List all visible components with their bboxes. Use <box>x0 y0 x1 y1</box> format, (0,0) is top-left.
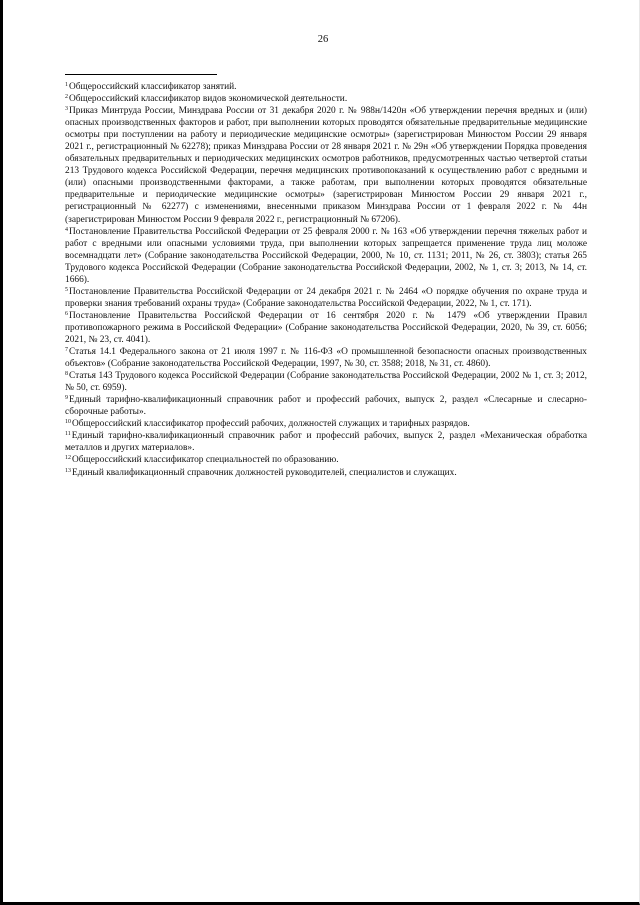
footnote-mark: 2 <box>65 94 68 101</box>
footnote-text: Приказ Минтруда России, Минздрава России от 31 декабря 2020 г. № 988н/1420н «Об утверждении перечня вредных и (или) опасных производственных факторов и работ, при выполнении которых проводятся обязательные предварительные медицинские осмотры при поступлении на работу и периодические медицинские осмотры» (зарегистрирован Минюстом России 29 января 2021 г., регистрационный № 62278); приказ Минздрава России от 28 января 2021 г. № 29н «Об утверждении Порядка проведения обязательных предварительных и периодических медицинских осмотров работников, предусмотренных частью четвертой статьи 213 Трудового кодекса Российской Федерации, перечня медицинских противопоказаний к осуществлению работ с вредными и (или) опасными производственными факторами, а также работам, при выполнении которых проводятся обязательные предварительные и периодические медицинские осмотры» (зарегистрирован Минюстом России 29 января 2021 г., регистрационный № 62277) с изменениями, внесенными приказом Минздрава России от 1 февраля 2022 г. № 44н (зарегистрирован Минюстом России 9 февраля 2022 г., регистрационный № 67206). <box>65 106 587 225</box>
footnote-mark: 13 <box>65 467 71 474</box>
footnote-mark: 1 <box>65 82 68 88</box>
footnote-text: Постановление Правительства Российской Федерации от 25 февраля 2000 г. № 163 «Об утверждении перечня тяжелых работ и работ с вредными или опасными условиями труда, при выполнении которых запрещается применение труда лиц моложе восемнадцати лет» (Собрание законодательства Российской Федерации, 2000, № 10, ст. 1131; 2011, № 26, ст. 3803); статья 265 Трудового кодекса Российской Федерации (Собрание законодательства Российской Федерации, 2002, № 1, ст. 3; 2013, № 14, ст. 1666). <box>65 226 587 285</box>
footnote-mark: 3 <box>65 106 68 113</box>
footnote-1 <box>65 81 587 93</box>
footnote-mark: 11 <box>65 431 71 438</box>
footnote-7 <box>65 346 587 370</box>
footnote-9 <box>65 394 587 418</box>
footnote-text: Единый квалификационный справочник должностей руководителей, специалистов и служащих. <box>72 467 457 478</box>
footnote-text: Общероссийский классификатор специальностей по образованию. <box>72 455 339 466</box>
footnote-text: Единый тарифно-квалификационный справочник работ и профессий рабочих, выпуск 2, раздел «Механическая обработка металлов и других материалов». <box>65 431 587 454</box>
footnote-text: Единый тарифно-квалификационный справочник работ и профессий рабочих, выпуск 2, раздел «Слесарные и слесарно-сборочные работы». <box>65 395 587 418</box>
footnote-5 <box>65 286 587 310</box>
footnote-10 <box>65 418 587 430</box>
footnote-4 <box>65 226 587 286</box>
footnote-mark: 5 <box>65 286 68 293</box>
footnote-mark: 4 <box>65 226 68 233</box>
footnote-text: Постановление Правительства Российской Федерации от 16 сентября 2020 г. № 1479 «Об утверждении Правил противопожарного режима в Российской Федерации» (Собрание законодательства Российской Федерации, 2020, № 39, ст. 6056; 2021, № 23, ст. 4041). <box>65 310 587 345</box>
footnote-mark: 6 <box>65 310 68 317</box>
footnote-13 <box>65 467 587 479</box>
footnote-mark: 10 <box>65 419 71 426</box>
footnote-3 <box>65 105 587 225</box>
footnote-8 <box>65 370 587 394</box>
footnote-11 <box>65 430 587 454</box>
footnote-mark: 12 <box>65 455 71 462</box>
footnote-mark: 8 <box>65 371 68 378</box>
footnote-text: Общероссийский классификатор занятий. <box>69 82 237 92</box>
footnote-mark: 7 <box>65 347 68 354</box>
footnote-text: Статья 14.1 Федерального закона от 21 июля 1997 г. № 116-ФЗ «О промышленной безопасности опасных производственных объектов» (Собрание законодательства Российской Федерации, 1997, № 30, ст. 3588; 2018, № 31, ст. 4860). <box>65 347 587 370</box>
footnote-2 <box>65 93 587 105</box>
footnote-text: Общероссийский классификатор профессий рабочих, должностей служащих и тарифных разрядов. <box>72 419 470 430</box>
footnotes-section <box>65 81 587 479</box>
footnote-text: Постановление Правительства Российской Федерации от 24 декабря 2021 г. № 2464 «О порядке обучения по охране труда и проверки знания требований охраны труда» (Собрание законодательства Российской Федерации, 2022, № 1, ст. 171). <box>65 286 587 309</box>
footnote-6 <box>65 310 587 346</box>
page-number: 26 <box>317 34 329 45</box>
footnote-12 <box>65 454 587 466</box>
footnote-text: Статья 143 Трудового кодекса Российской Федерации (Собрание законодательства Российской Федерации, 2002 № 1, ст. 3; 2012, № 50, ст. 6959). <box>65 371 587 394</box>
footnote-mark: 9 <box>65 395 68 402</box>
footnote-separator <box>65 74 217 75</box>
footnote-text: Общероссийский классификатор видов экономической деятельности. <box>69 94 348 105</box>
